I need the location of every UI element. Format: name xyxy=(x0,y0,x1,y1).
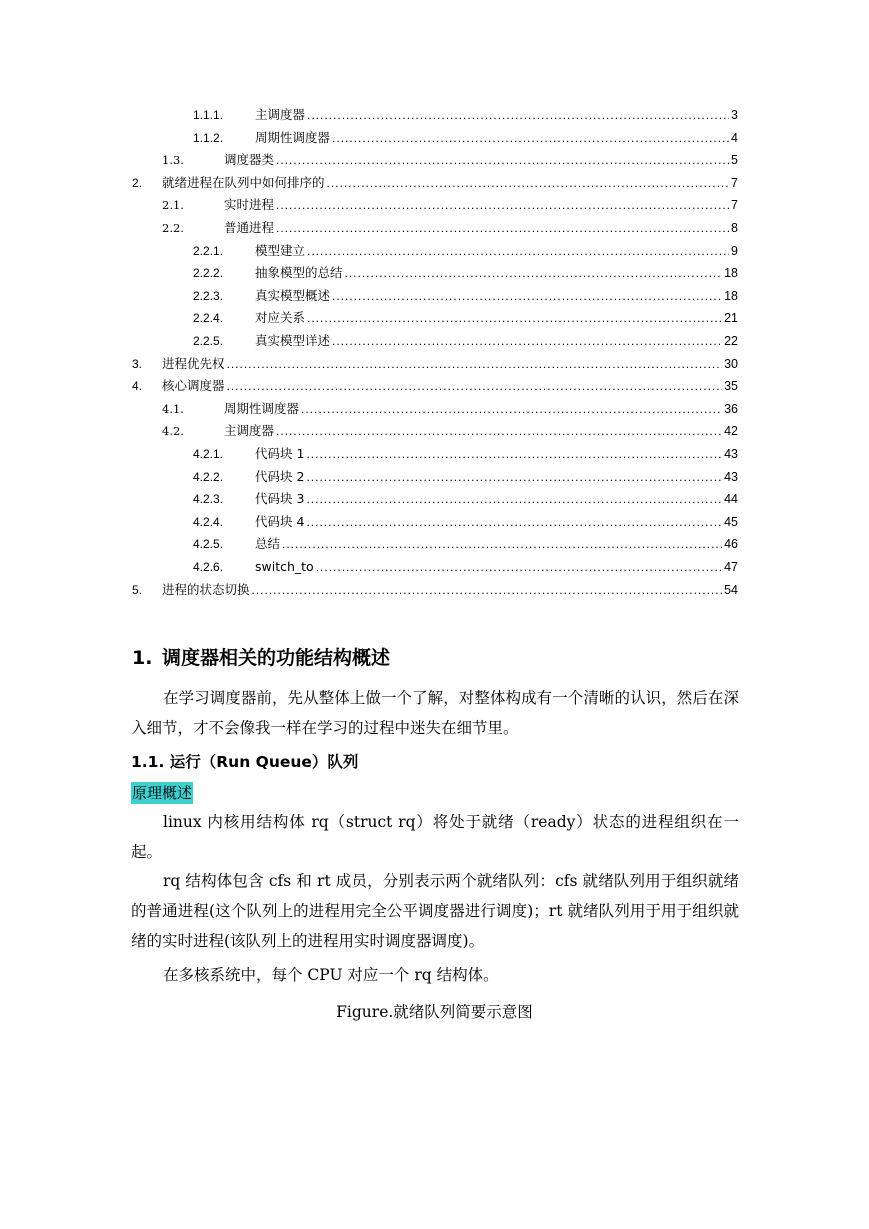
toc-entry[interactable] xyxy=(193,308,738,328)
toc-entry-number: 4.2.3. xyxy=(193,492,224,507)
toc-entry-title: 周期性调度器 xyxy=(255,129,331,145)
toc-entry-number: 2. xyxy=(132,175,143,190)
toc-entry-number: 4.2.5. xyxy=(193,537,224,552)
toc-entry-title: switch_to xyxy=(255,559,314,574)
toc-entry-page: 36 xyxy=(724,401,738,416)
toc-leader-dots xyxy=(327,173,730,193)
toc-entry-page: 45 xyxy=(724,514,738,529)
toc-entry[interactable] xyxy=(193,557,738,577)
toc-entry-page: 7 xyxy=(731,175,738,190)
toc-entry-number: 2.2.4. xyxy=(193,311,224,326)
toc-entry-title: 主调度器 xyxy=(224,423,275,439)
toc-entry-title: 进程优先权 xyxy=(162,355,225,371)
toc-entry[interactable] xyxy=(193,263,738,283)
toc-entry-number: 1.3. xyxy=(162,153,184,168)
toc-entry-title: 代码块 2 xyxy=(255,468,305,484)
toc-entry-title: 普通进程 xyxy=(224,220,275,235)
toc-leader-dots xyxy=(227,376,723,396)
toc-entry-title: 实时进程 xyxy=(224,197,275,213)
toc-entry[interactable] xyxy=(193,489,738,509)
toc-entry-title: 总结 xyxy=(255,536,281,552)
toc-entry-page: 42 xyxy=(724,424,738,439)
toc-leader-dots xyxy=(306,512,722,532)
toc-entry[interactable] xyxy=(193,105,738,125)
toc-entry[interactable] xyxy=(132,354,738,374)
toc-entry[interactable] xyxy=(193,128,738,148)
toc-leader-dots xyxy=(306,489,722,509)
toc-entry-title: 真实模型概述 xyxy=(255,287,331,303)
toc-entry-page: 47 xyxy=(724,560,738,574)
toc-entry-title: 调度器类 xyxy=(224,152,275,168)
toc-leader-dots xyxy=(282,534,722,554)
toc-entry-number: 4.2.1. xyxy=(193,447,224,461)
toc-entry-number: 4.2.6. xyxy=(193,560,224,574)
toc-entry-number: 4.2. xyxy=(162,424,184,439)
toc-leader-dots xyxy=(276,218,729,238)
subsection-heading: 1.1. 运行（Run Queue）队列 xyxy=(131,753,359,771)
section-number: 1. xyxy=(132,647,153,669)
toc-entry-number: 2.2. xyxy=(162,221,184,235)
toc-leader-dots xyxy=(345,263,723,283)
section-heading xyxy=(132,644,390,672)
toc-entry-title: 主调度器 xyxy=(255,107,306,122)
toc-entry-title: 代码块 1 xyxy=(255,446,305,461)
toc-leader-dots xyxy=(332,331,722,351)
toc-entry-title: 代码块 4 xyxy=(255,513,305,529)
toc-entry[interactable] xyxy=(193,512,738,532)
toc-entry-number: 5. xyxy=(132,582,143,597)
toc-entry-number: 2.2.5. xyxy=(193,334,224,348)
toc-entry[interactable] xyxy=(162,399,738,419)
toc-entry-title: 就绪进程在队列中如何排序的 xyxy=(162,174,325,190)
toc-entry-page: 30 xyxy=(724,356,738,371)
toc-entry-page: 43 xyxy=(724,447,738,461)
figure-caption: Figure.就绪队列简要示意图 xyxy=(336,1003,533,1021)
toc-entry-number: 2.2.1. xyxy=(193,243,224,258)
toc-leader-dots xyxy=(306,444,722,464)
intro-paragraph: 在学习调度器前，先从整体上做一个了解，对整体构成有一个清晰的认识，然后在深入细节，才不会像我一样在学习的过程中迷失在细节里。 xyxy=(131,689,739,737)
toc-entry-number: 2.1. xyxy=(162,198,184,213)
toc-entry[interactable] xyxy=(132,376,738,396)
toc-leader-dots xyxy=(307,308,722,328)
toc-entry-number: 3. xyxy=(132,356,143,371)
toc-entry-page: 54 xyxy=(724,582,738,597)
toc-entry-title: 对应关系 xyxy=(255,310,306,326)
toc-entry-number: 2.2.3. xyxy=(193,288,224,303)
toc-entry[interactable] xyxy=(132,173,738,193)
toc-entry-title: 核心调度器 xyxy=(162,378,225,394)
toc-entry-number: 1.1.2. xyxy=(193,130,224,145)
toc-leader-dots xyxy=(306,467,722,487)
toc-entry-number: 1.1.1. xyxy=(193,108,224,122)
toc-entry-number: 4. xyxy=(132,379,143,394)
toc-entry-page: 43 xyxy=(724,469,738,484)
toc-entry[interactable] xyxy=(193,467,738,487)
toc-entry-title: 代码块 3 xyxy=(255,491,305,507)
toc-entry[interactable] xyxy=(193,331,738,351)
toc-leader-dots xyxy=(252,580,723,600)
toc-leader-dots xyxy=(301,399,722,419)
toc-leader-dots xyxy=(316,557,722,577)
toc-entry-title: 模型建立 xyxy=(255,242,306,258)
toc-entry-page: 44 xyxy=(724,492,738,507)
toc-leader-dots xyxy=(227,354,723,374)
body-paragraph: linux 内核用结构体 rq（struct rq）将处于就绪（ready）状态的进程组织在一起。 xyxy=(131,813,739,861)
toc-entry-page: 3 xyxy=(731,108,738,122)
toc-entry[interactable] xyxy=(132,580,738,600)
body-paragraph: rq 结构体包含 cfs 和 rt 成员，分别表示两个就绪队列：cfs 就绪队列用于组织就绪的普通进程(这个队列上的进程用完全公平调度器进行调度)；rt 就绪队列用于用于组织就绪的实时进程(该队列上的进程用实时调度器调度)。 xyxy=(131,872,739,950)
toc-entry[interactable] xyxy=(193,444,738,464)
toc-leader-dots xyxy=(276,150,729,170)
toc-entry-page: 18 xyxy=(724,266,738,281)
toc-entry[interactable] xyxy=(162,421,738,441)
toc-entry-title: 进程的状态切换 xyxy=(162,581,250,597)
toc-entry-page: 9 xyxy=(731,243,738,258)
body-paragraph: 在多核系统中，每个 CPU 对应一个 rq 结构体。 xyxy=(163,966,499,984)
toc-entry-number: 4.2.2. xyxy=(193,469,224,484)
toc-entry[interactable] xyxy=(193,286,738,306)
toc-entry-page: 22 xyxy=(724,334,738,348)
toc-leader-dots xyxy=(332,286,722,306)
toc-entry-number: 2.2.2. xyxy=(193,266,224,281)
toc-entry-page: 35 xyxy=(724,379,738,394)
toc-entry-number: 4.2.4. xyxy=(193,514,224,529)
toc-entry-page: 5 xyxy=(731,153,738,168)
toc-leader-dots xyxy=(307,105,729,125)
section-title: 调度器相关的功能结构概述 xyxy=(162,647,391,669)
toc-leader-dots xyxy=(276,421,722,441)
highlighted-label: 原理概述 xyxy=(132,784,193,802)
toc-entry-page: 46 xyxy=(724,537,738,552)
toc-entry-title: 真实模型详述 xyxy=(255,333,331,348)
toc-entry-page: 4 xyxy=(731,130,738,145)
toc-entry-page: 8 xyxy=(731,221,738,235)
toc-entry-title: 抽象模型的总结 xyxy=(255,265,343,281)
toc-entry-number: 4.1. xyxy=(162,401,184,416)
toc-leader-dots xyxy=(307,241,729,261)
toc-entry-page: 21 xyxy=(724,311,738,326)
toc-entry[interactable] xyxy=(193,241,738,261)
toc-leader-dots xyxy=(276,195,729,215)
toc-entry-title: 周期性调度器 xyxy=(224,400,300,416)
toc-entry[interactable] xyxy=(162,195,738,215)
toc-entry-page: 7 xyxy=(731,198,738,213)
toc-entry[interactable] xyxy=(162,150,738,170)
toc-entry[interactable] xyxy=(162,218,738,238)
toc-entry[interactable] xyxy=(193,534,738,554)
toc-entry-page: 18 xyxy=(724,288,738,303)
toc-leader-dots xyxy=(332,128,729,148)
